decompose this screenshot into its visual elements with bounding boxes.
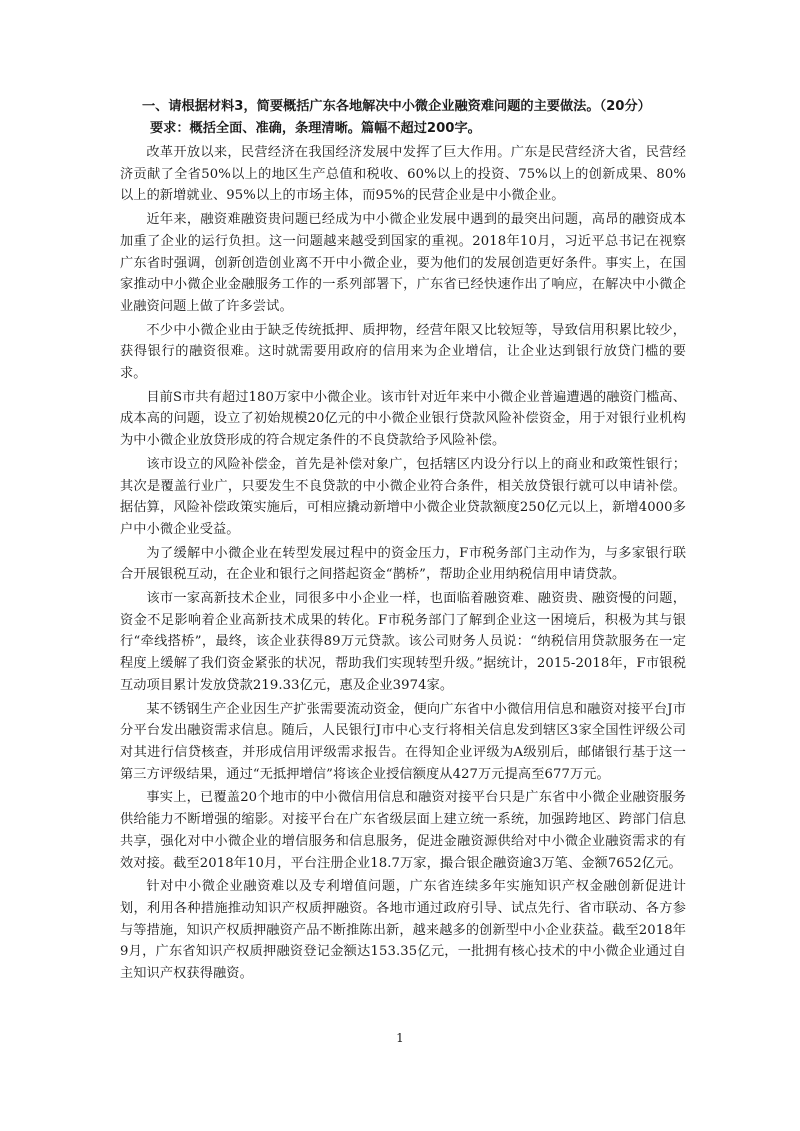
- question-title: 一、请根据材料3，简要概括广东各地解决中小微企业融资难问题的主要做法。（20分）: [142, 99, 651, 114]
- paragraph-5: 该市设立的风险补偿金，首先是补偿对象广，包括辖区内设分行以上的商业和政策性银行；其次是覆盖行业广，只要发生不良贷款的中小微企业符合条件，相关放贷银行就可以申请补偿。据估算，风险补偿政策实施后，可相应撬动新增中小微企业贷款额度250亿元以上，新增4000多户中小微企业受益。: [120, 456, 686, 537]
- paragraph-2: 近年来，融资难融资贵问题已经成为中小微企业发展中遇到的最突出问题，高昂的融资成本加重了企业的运行负担。这一问题越来越受到国家的重视。2018年10月，习近平总书记在视察广东省时强调，创新创造创业离不开中小微企业，要为他们的发展创造更好条件。事实上，在国家推动中小微企业金融服务工作的一系列部署下，广东省已经快速作出了响应，在解决中小微企业融资问题上做了许多尝试。: [120, 212, 686, 314]
- paragraph-8: 某不锈钢生产企业因生产扩张需要流动资金，便向广东省中小微信用信息和融资对接平台J市分平台发出融资需求信息。随后，人民银行J市中心支行将相关信息发到辖区3家全国性评级公司对其进行信贷核查，并形成信用评级需求报告。在得知企业评级为A级别后，邮储银行基于这一第三方评级结果，通过“无抵押增信”将该企业授信额度从427万元提高至677万元。: [120, 701, 686, 782]
- paragraph-7: 该市一家高新技术企业，同很多中小企业一样，也面临着融资难、融资贵、融资慢的问题，资金不足影响着企业高新技术成果的转化。F市税务部门了解到企业这一困境后，积极为其与银行“牵线搭桥”，最终，该企业获得89万元贷款。该公司财务人员说：“纳税信用贷款服务在一定程度上缓解了我们资金紧张的状况，帮助我们实现转型升级。”据统计，2015-2018年，F市银税互动项目累计发放贷款219.33亿元，惠及企业3974家。: [120, 591, 686, 693]
- page-content: [120, 96, 686, 987]
- paragraph-3: 不少中小微企业由于缺乏传统抵押、质押物，经营年限又比较短等，导致信用积累比较少，获得银行的融资很难。这时就需要用政府的信用来为企业增信，让企业达到银行放贷门槛的要求。: [120, 322, 686, 382]
- page-number: 1: [396, 1031, 404, 1045]
- question-requirements: 要求：概括全面、准确，条理清晰。篇幅不超过200字。: [150, 121, 481, 136]
- paragraph-4: 目前S市共有超过180万家中小微企业。该市针对近年来中小微企业普遍遭遇的融资门槛高、成本高的问题，设立了初始规模20亿元的中小微企业银行贷款风险补偿资金，用于对银行业机构为中小微企业放贷形成的符合规定条件的不良贷款给予风险补偿。: [120, 389, 686, 449]
- paragraph-1: 改革开放以来，民营经济在我国经济发展中发挥了巨大作用。广东是民营经济大省，民营经济贡献了全省50%以上的地区生产总值和税收、60%以上的投资、75%以上的创新成果、80%以上的新增就业、95%以上的市场主体，而95%的民营企业是中小微企业。: [120, 145, 686, 204]
- paragraph-6: 为了缓解中小微企业在转型发展过程中的资金压力，F市税务部门主动作为，与多家银行联合开展银税互动，在企业和银行之间搭起资金“鹊桥”，帮助企业用纳税信用申请贷款。: [120, 545, 686, 583]
- paragraph-10: 针对中小微企业融资难以及专利增值问题，广东省连续多年实施知识产权金融创新促进计划，利用各种措施推动知识产权质押融资。各地市通过政府引导、试点先行、省市联动、各方参与等措施，知识产权质押融资产品不断推陈出新，越来越多的创新型中小企业获益。截至2018年9月，广东省知识产权质押融资登记金额达153.35亿元，一批拥有核心技术的中小微企业通过自主知识产权获得融资。: [120, 879, 686, 982]
- paragraph-9: 事实上，已覆盖20个地市的中小微信用信息和融资对接平台只是广东省中小微企业融资服务供给能力不断增强的缩影。对接平台在广东省级层面上建立统一系统，加强跨地区、跨部门信息共享，强化对中小微企业的增信服务和信息服务，促进金融资源供给对中小微企业融资需求的有效对接。截至2018年10月，平台注册企业18.7万家，撮合银企融资逾3万笔、金额7652亿元。: [120, 790, 686, 871]
